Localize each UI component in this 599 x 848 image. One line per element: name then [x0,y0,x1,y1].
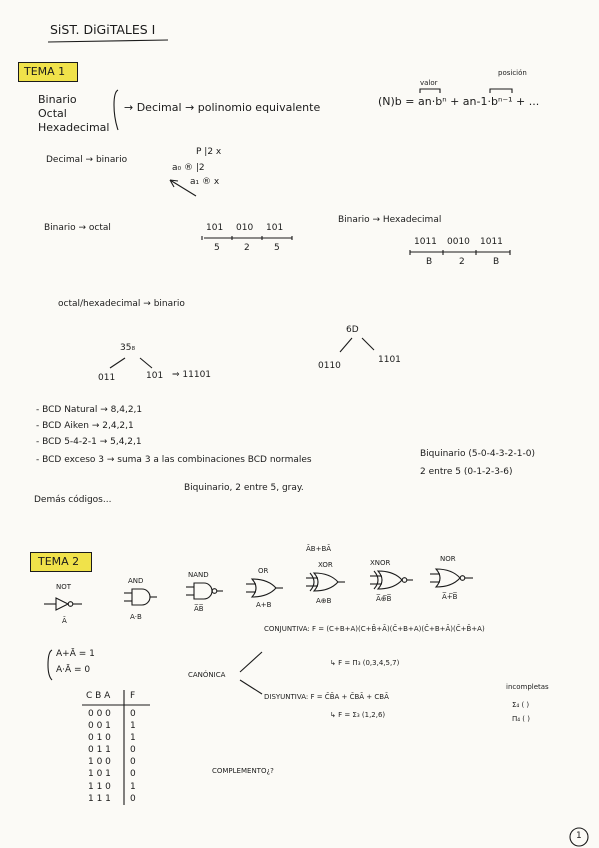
page-number: 1 [576,831,582,841]
table-row: 0 0 1 [88,721,111,732]
identity-and: A·Ā = 0 [56,665,91,675]
table-row: 1 0 0 [88,757,111,768]
identity-or: A+Ā = 1 [56,649,95,659]
other-codes-label: Demás códigos... [34,495,112,505]
other-codes-list: Biquinario, 2 entre 5, gray. [184,483,304,493]
bcd-natural: - BCD Natural → 8,4,2,1 [36,405,143,415]
and-gate-icon [124,588,158,606]
gate-nor-expr: A̅+̅B̅ [442,593,458,601]
gate-not-name: NOT [56,583,72,591]
table-row: 1 1 1 [88,793,111,804]
or-gate-icon [246,578,284,598]
gate-xnor-name: XNOR [370,559,391,567]
bin-oct-group-3: 101 [266,223,284,233]
bin-oct-group-2: 010 [236,223,254,233]
tema1-title: TEMA 1 [24,65,66,78]
biquinario-code: Biquinario (5-0-4-3-2-1-0) [420,449,535,459]
gate-nor-name: NOR [440,555,456,563]
nand-gate-icon [186,582,224,600]
truth-table-header-f: F [130,691,136,701]
oct-hex-bin-label: octal/hexadecimal → binario [58,299,185,309]
base-octal: Octal [38,107,67,120]
hex-group-2: 1101 [378,355,401,365]
bin-hex-digit-2: 2 [459,257,465,267]
gate-and-expr: A·B [130,613,142,621]
bcd-aiken: - BCD Aiken → 2,4,2,1 [36,421,134,431]
gate-or-name: OR [258,567,269,575]
octal-group-2: 101 [146,371,164,381]
table-row: 0 1 0 [88,733,111,744]
xor-top-expr: ĀB+BĀ [306,545,332,553]
dos-entre-cinco-code: 2 entre 5 (0-1-2-3-6) [420,467,513,477]
table-cell: 1 [130,721,136,732]
nor-gate-icon [430,568,474,588]
disyuntiva-short: ↳ F = Σ₃ (1,2,6) [330,711,386,719]
truth-table-output [130,708,136,805]
table-row: 0 0 0 [88,709,111,719]
bin-hex-group-3: 1011 [480,237,503,247]
bin-hex-digit-1: B [426,257,433,267]
bin-oct-group-1: 101 [206,223,224,233]
formula-note-valor: valor [420,79,438,87]
hex-value: 6D [346,325,359,335]
table-cell: 1 [130,781,136,792]
dec-bin-div-3: a₁ ® x [190,177,220,187]
conjuntiva-short: ↳ F = Π₃ (0,3,4,5,7) [330,659,400,667]
conjuntiva-formula: CONJUNTIVA: F = (C+B+A)(C+B̄+Ā)(C̄+B+A)(C̄+B+Ā)(C̄+B̄+A) [264,625,485,633]
octal-value: 35₈ [120,343,136,353]
table-cell: 0 [130,793,136,804]
table-cell: 0 [130,769,136,780]
gate-and-name: AND [128,577,144,585]
incompletas-label: incompletas [506,683,549,691]
bin-hex-group-2: 0010 [447,237,470,247]
not-gate-icon [44,596,84,612]
hex-group-1: 0110 [318,361,341,371]
table-cell: 0 [130,745,136,756]
polynomial-formula: (N)b = an·bⁿ + an-1·bⁿ⁻¹ + ... [378,95,540,108]
bin-oct-digit-1: 5 [214,243,220,253]
table-row: 1 0 1 [88,769,111,780]
dec-bin-label: Decimal → binario [46,155,128,165]
formula-note-posicion: posición [498,69,527,77]
gate-nand-expr: A̅B̅ [194,605,204,613]
xnor-gate-icon [370,570,414,590]
table-cell: 1 [130,733,136,744]
complemento-label: COMPLEMENTO¿? [212,767,274,775]
dec-bin-div-2: a₀ ® |2 [172,163,205,173]
table-cell: 0 [130,709,136,719]
table-row: 0 1 1 [88,745,111,756]
base-binario: Binario [38,93,77,106]
conversion-to-decimal: → Decimal → polinomio equivalente [124,101,321,114]
xor-gate-icon [306,572,346,592]
gate-nand-name: NAND [188,571,209,579]
base-hexadecimal: Hexadecimal [38,121,110,134]
truth-table-inputs [88,708,111,805]
bin-oct-label: Binario → octal [44,223,111,233]
dec-bin-div-1: P |2 x [196,147,222,157]
gate-not-expr: Ā [62,617,67,625]
gate-xnor-expr: A̅⊕̅B̅ [376,595,392,603]
bin-hex-digit-3: B [493,257,500,267]
bin-hex-group-1: 1011 [414,237,437,247]
incompletas-prod: Π₄ ( ) [512,715,530,723]
bin-oct-digit-2: 2 [244,243,250,253]
bin-hex-label: Binario → Hexadecimal [338,215,442,225]
incompletas-sum: Σ₄ ( ) [512,701,530,709]
bin-oct-digit-3: 5 [274,243,280,253]
tema2-title: TEMA 2 [38,555,80,568]
table-cell: 0 [130,757,136,768]
octal-group-1: 011 [98,373,116,383]
truth-table-header-inputs: C B A [86,691,111,701]
table-row: 1 1 0 [88,781,111,792]
disyuntiva-formula: DISYUNTIVA: F = C̄B̄A + C̄BĀ + CBĀ [264,693,389,701]
bcd-5421: - BCD 5-4-2-1 → 5,4,2,1 [36,437,142,447]
bcd-exceso-3: - BCD exceso 3 → suma 3 a las combinaciones BCD normales [36,455,312,465]
octal-result: ⇒ 11101 [172,370,212,380]
gate-or-expr: A+B [256,601,272,609]
gate-xor-name: XOR [318,561,333,569]
gate-xor-expr: A⊕B [316,597,332,605]
canonica-label: CANÓNICA [188,671,226,679]
page-header: SiST. DiGiTALES I [50,22,156,37]
